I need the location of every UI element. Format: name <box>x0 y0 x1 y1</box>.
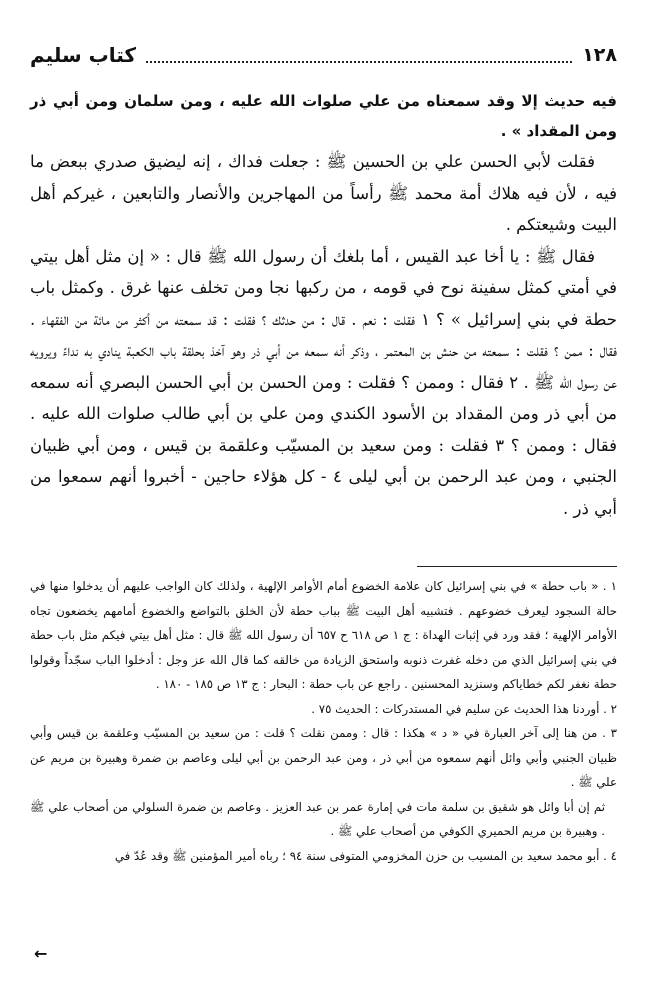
main-paragraph: فقال ﷺ : يا أخا عبد القيس ، أما بلغك أن رسول الله ﷺ قال : « إن مثل أهل بيتي في أمتي كمثل سفينة نوح في قومه ، من ركبها نجا ومن تخلف عنها غرق . وكمثل باب حطة في بني إسرائيل » ؟ ١ فقلت : نعم . قال : من حدثك ؟ فقلت : قد سمعته من أكثر من مائة من الفقهاء . فقال : ممن ؟ فقلت : سمعته من حنش بن المعتمر ، وذكر أنه سمعه من أبي ذر وهو آخذ بحلقة باب الكعبة ينادي به نداءً ويرويه عن رسول الله ﷺ . ٢ فقال : وممن ؟ فقلت : ومن الحسن بن أبي الحسن البصري أنه سمعه من أبي ذر ومن المقداد بن الأسود الكندي ومن علي بن أبي طالب صلوات الله عليه . فقال : وممن ؟ ٣ فقلت : ومن سعيد بن المسيّب وعلقمة بن قيس ، ومن أبي ظبيان الجنبي ، ومن عبد الرحمن بن أبي ليلى ٤ - كل هؤلاء حاجين - أخبروا أنهم سمعوا من أبي ذر . <box>30 246 617 518</box>
footnote-3-continued: ثم إن أبا وائل هو شقيق بن سلمة مات في إمارة عمر بن عبد العزيز . وعاصم بن ضمرة السلولي من أصحاب علي ﷺ . وهبيرة بن مريم الحميري الكوفي من أصحاب علي ﷺ . <box>30 799 605 838</box>
main-text <box>30 86 617 524</box>
header-dotted-leader <box>146 47 572 63</box>
footnote-2: ٢ . أوردنا هذا الحديث عن سليم في المستدركات : الحديث ٧٥ . <box>311 701 617 716</box>
running-header <box>30 40 617 70</box>
main-paragraph: فقلت لأبي الحسن علي بن الحسين ﷺ : جعلت فداك ، إنه ليضيق صدري ببعض ما فيه ، لأن فيه هلاك أمة محمد ﷺ رأساً من المهاجرين والأنصار والتابعين ، غيركم أهل البيت وشيعتكم . <box>30 152 617 234</box>
footnote-separator <box>417 566 617 567</box>
footnotes <box>30 574 617 868</box>
continuation-arrow-icon: ← <box>34 944 48 963</box>
main-paragraph: فيه حديث إلا وقد سمعناه من علي صلوات الله عليه ، ومن سلمان ومن أبي ذر ومن المقداد » . <box>30 92 617 140</box>
page-number: ١٢٨ <box>582 44 617 66</box>
footnote-1: ١ . « باب حطة » في بني إسرائيل كان علامة الخضوع أمام الأوامر الإلهية ، ولذلك كان الواجب عليهم أن يدخلوا منها في حالة السجود ليعرف خضوعهم . فتشبيه أهل البيت ﷺ بباب حطة لأن الخلق بالتواضع والخضوع أمامهم يخضعون تجاه الأوامر الإلهية ؛ فقد ورد في إثبات الهداة : ج ١ ص ٦١٨ ح ٦٥٧ أن رسول الله ﷺ قال : مثل أهل بيتي فيكم مثل باب حطة في بني إسرائيل الذي من دخله غفرت ذنوبه واستحق الزيادة من خالقه كما قال الله عز وجل : أدخلوا الباب سجّداً وقولوا حطة نغفر لكم خطاياكم وسنزيد المحسنين . راجع عن باب حطة : البحار : ج ١٣ ص ١٨٥ - ١٨٠ . <box>30 579 617 691</box>
book-title: كتاب سليم <box>30 43 137 67</box>
footnote-4: ٤ . أبو محمد سعيد بن المسيب بن حزن المخزومي المتوفى سنة ٩٤ ؛ رباه أمير المؤمنين ﷺ وقد عُدّ في <box>114 848 617 863</box>
footnote-3: ٣ . من هنا إلى آخر العبارة في « د » هكذا : قال : وممن نقلت ؟ قلت : من سعيد بن المسيّب وعلقمة بن قيس وأبي ظبيان الجنبي وأبي وائل أنهم سمعوه من أبي ذر ، ومن عبد الرحمن بن أبي ليلى وعاصم بن ضمرة وهبيرة بن مريم عن علي ﷺ . <box>30 726 617 789</box>
